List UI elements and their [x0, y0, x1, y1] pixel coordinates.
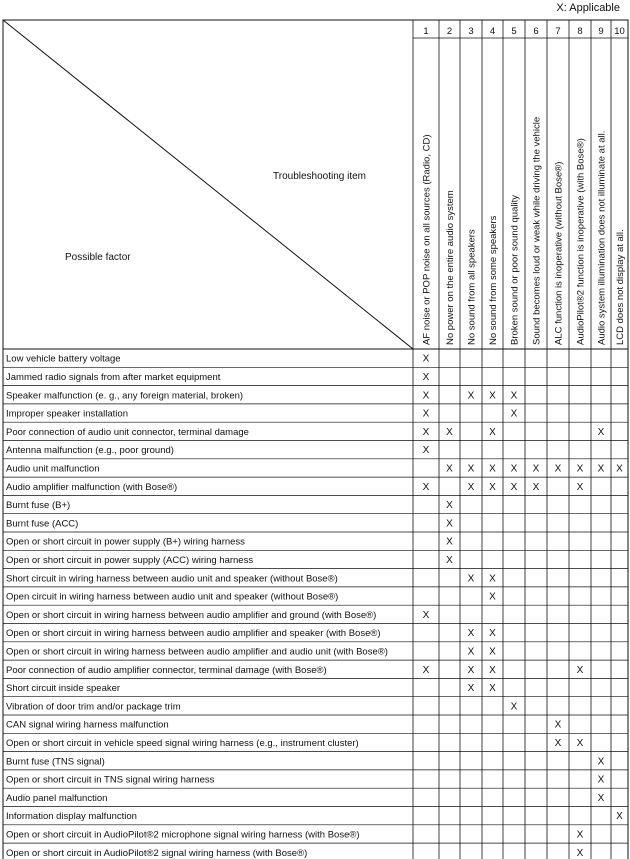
table-row — [6, 555, 453, 566]
applicable-mark: X — [554, 737, 562, 749]
applicable-mark: X — [467, 683, 475, 695]
applicable-mark: X — [422, 371, 430, 383]
table-row — [6, 665, 584, 676]
possible-factor-cell: CAN signal wiring harness malfunction — [6, 719, 169, 731]
table-row — [6, 463, 623, 474]
applicable-mark: X — [532, 463, 540, 475]
column-label: No power on the entire audio system — [445, 190, 456, 345]
possible-factor-cell: Open or short circuit in wiring harness between audio amplifier and ground (with Bose®) — [6, 609, 377, 621]
column-label: Sound becomes loud or weak while driving the vehicle — [531, 116, 543, 345]
possible-factor-cell: Information display malfunction — [6, 811, 137, 823]
column-number: 4 — [489, 26, 496, 37]
possible-factor-cell: Open or short circuit in wiring harness between audio amplifier and audio unit (with Bose®) — [6, 646, 388, 658]
table-row — [6, 445, 430, 456]
column-label: No sound from all speakers — [466, 229, 478, 345]
applicable-mark: X — [422, 390, 430, 402]
applicable-mark: X — [467, 573, 475, 585]
column-label: No sound from some speakers — [488, 215, 499, 345]
applicable-mark: X — [554, 719, 562, 731]
table-row — [6, 793, 605, 804]
applicable-mark: X — [422, 609, 430, 621]
table-row — [6, 720, 562, 731]
applicable-mark: X — [576, 463, 584, 475]
possible-factor-cell: Low vehicle battery voltage — [6, 353, 121, 365]
applicable-mark: X — [489, 628, 496, 640]
applicable-mark: X — [422, 445, 430, 457]
applicable-mark: X — [597, 774, 605, 786]
table-row — [6, 427, 605, 438]
applicable-mark: X — [597, 756, 605, 768]
table-row — [6, 683, 496, 694]
possible-factor-cell: Burnt fuse (B+) — [6, 500, 71, 512]
applicable-mark: X — [576, 737, 584, 749]
table-row — [6, 354, 430, 365]
possible-factor-cell: Antenna malfunction (e.g., poor ground) — [6, 445, 174, 457]
legend-applicable: X: Applicable — [556, 2, 620, 14]
column-headers — [422, 26, 627, 345]
column-number: 7 — [555, 26, 561, 37]
applicable-mark: X — [489, 481, 496, 493]
applicable-mark: X — [446, 554, 453, 566]
possible-factor-cell: Jammed radio signals from after market equipment — [6, 371, 221, 383]
possible-factor-cell: Audio unit malfunction — [6, 463, 100, 475]
column-number: 10 — [614, 26, 625, 37]
possible-factor-label: Possible factor — [65, 252, 131, 263]
possible-factor-cell: Open circuit in wiring harness between audio unit and speaker (without Bose®) — [6, 591, 339, 603]
column-label: LCD does not display at all. — [615, 229, 626, 345]
table-row — [6, 811, 623, 822]
table-row — [6, 482, 584, 493]
possible-factor-cell: Open or short circuit in AudioPilot®2 microphone signal wiring harness (with Bose®) — [6, 829, 360, 841]
applicable-mark: X — [597, 463, 605, 475]
column-number: 1 — [423, 26, 429, 37]
applicable-mark: X — [467, 646, 475, 658]
applicable-mark: X — [422, 353, 430, 365]
column-number: 9 — [598, 26, 604, 37]
table-row — [6, 701, 518, 712]
applicable-mark: X — [489, 683, 496, 695]
column-number: 8 — [577, 26, 583, 37]
possible-factor-cell: Audio panel malfunction — [6, 792, 108, 804]
applicable-mark: X — [446, 500, 453, 512]
table-row — [6, 573, 496, 584]
applicable-mark: X — [554, 463, 562, 475]
applicable-mark: X — [576, 847, 584, 859]
applicable-mark: X — [467, 390, 475, 402]
column-label: AudioPilot®2 function is inoperative (with Bose®) — [575, 138, 587, 345]
table-row — [6, 409, 518, 420]
possible-factor-cell: Open or short circuit in wiring harness between audio amplifier and speaker (with Bose®) — [6, 628, 381, 640]
applicable-mark: X — [576, 481, 584, 493]
table-row — [6, 848, 584, 859]
table-row — [6, 610, 430, 621]
possible-factor-cell: Burnt fuse (ACC) — [6, 518, 79, 530]
table-row — [6, 829, 584, 840]
applicable-mark: X — [422, 664, 430, 676]
applicable-mark: X — [467, 481, 475, 493]
column-label: ALC function is inoperative (without Bose®) — [553, 161, 565, 345]
troubleshooting-item-label: Troubleshooting item — [273, 171, 367, 182]
applicable-mark: X — [446, 463, 453, 475]
applicable-mark: X — [597, 426, 605, 438]
applicable-mark: X — [616, 463, 623, 475]
table-row — [6, 500, 453, 511]
possible-factor-cell: Poor connection of audio amplifier connector, terminal damage (with Bose®) — [6, 664, 327, 676]
column-label: AF noise or POP noise on all sources (Radio, CD) — [421, 134, 433, 345]
applicable-mark: X — [576, 829, 584, 841]
column-number: 6 — [533, 26, 539, 37]
applicable-mark: X — [446, 518, 453, 530]
applicable-mark: X — [510, 463, 518, 475]
table-row — [6, 756, 605, 767]
applicable-mark: X — [422, 408, 430, 420]
table-row — [6, 537, 453, 548]
possible-factor-cell: Poor connection of audio unit connector, terminal damage — [6, 426, 249, 438]
table-row — [6, 738, 584, 749]
applicable-mark: X — [467, 628, 475, 640]
column-number: 5 — [511, 26, 517, 37]
applicable-mark: X — [489, 463, 496, 475]
possible-factor-cell: Open or short circuit in power supply (ACC) wiring harness — [6, 554, 254, 566]
applicable-mark: X — [616, 811, 623, 823]
applicable-mark: X — [422, 481, 430, 493]
possible-factor-cell: Open or short circuit in vehicle speed signal wiring harness (e.g., instrument cluster) — [6, 737, 359, 749]
applicable-mark: X — [532, 481, 540, 493]
table-row — [6, 628, 496, 639]
table-rows — [6, 354, 623, 859]
column-number: 3 — [468, 26, 474, 37]
applicable-mark: X — [467, 463, 475, 475]
table-row — [6, 518, 453, 529]
table-row — [6, 390, 518, 401]
table-row — [6, 592, 496, 603]
applicable-mark: X — [422, 426, 430, 438]
table-row — [6, 646, 496, 657]
applicable-mark: X — [446, 426, 453, 438]
possible-factor-cell: Speaker malfunction (e. g., any foreign material, broken) — [6, 390, 244, 402]
table-row — [6, 775, 605, 786]
possible-factor-cell: Open or short circuit in AudioPilot®2 signal wiring harness (with Bose®) — [6, 847, 308, 859]
applicable-mark: X — [510, 481, 518, 493]
possible-factor-cell: Open or short circuit in power supply (B+) wiring harness — [6, 536, 245, 548]
possible-factor-cell: Improper speaker installation — [6, 408, 128, 420]
applicable-mark: X — [489, 646, 496, 658]
applicable-mark: X — [576, 664, 584, 676]
applicable-mark: X — [489, 390, 496, 402]
possible-factor-cell: Vibration of door trim and/or package trim — [6, 701, 181, 713]
applicable-mark: X — [467, 664, 475, 676]
applicable-mark: X — [510, 390, 518, 402]
applicable-mark: X — [597, 792, 605, 804]
applicable-mark: X — [510, 701, 518, 713]
applicable-mark: X — [489, 426, 496, 438]
possible-factor-cell: Short circuit inside speaker — [6, 683, 121, 695]
applicable-mark: X — [489, 664, 496, 676]
applicable-mark: X — [446, 536, 453, 548]
column-number: 2 — [446, 26, 453, 37]
applicable-mark: X — [489, 573, 496, 585]
possible-factor-cell: Burnt fuse (TNS signal) — [6, 756, 105, 768]
column-label: Audio system illumination does not illuminate at all. — [596, 130, 608, 345]
header-diagonal — [3, 20, 413, 349]
column-label: Broken sound or poor sound quality — [509, 195, 521, 345]
possible-factor-cell: Short circuit in wiring harness between audio unit and speaker (without Bose®) — [6, 573, 338, 585]
table-row — [6, 372, 430, 383]
applicable-mark: X — [510, 408, 518, 420]
applicable-mark: X — [489, 591, 496, 603]
possible-factor-cell: Audio amplifier malfunction (with Bose®) — [6, 481, 178, 493]
possible-factor-cell: Open or short circuit in TNS signal wiring harness — [6, 774, 215, 786]
